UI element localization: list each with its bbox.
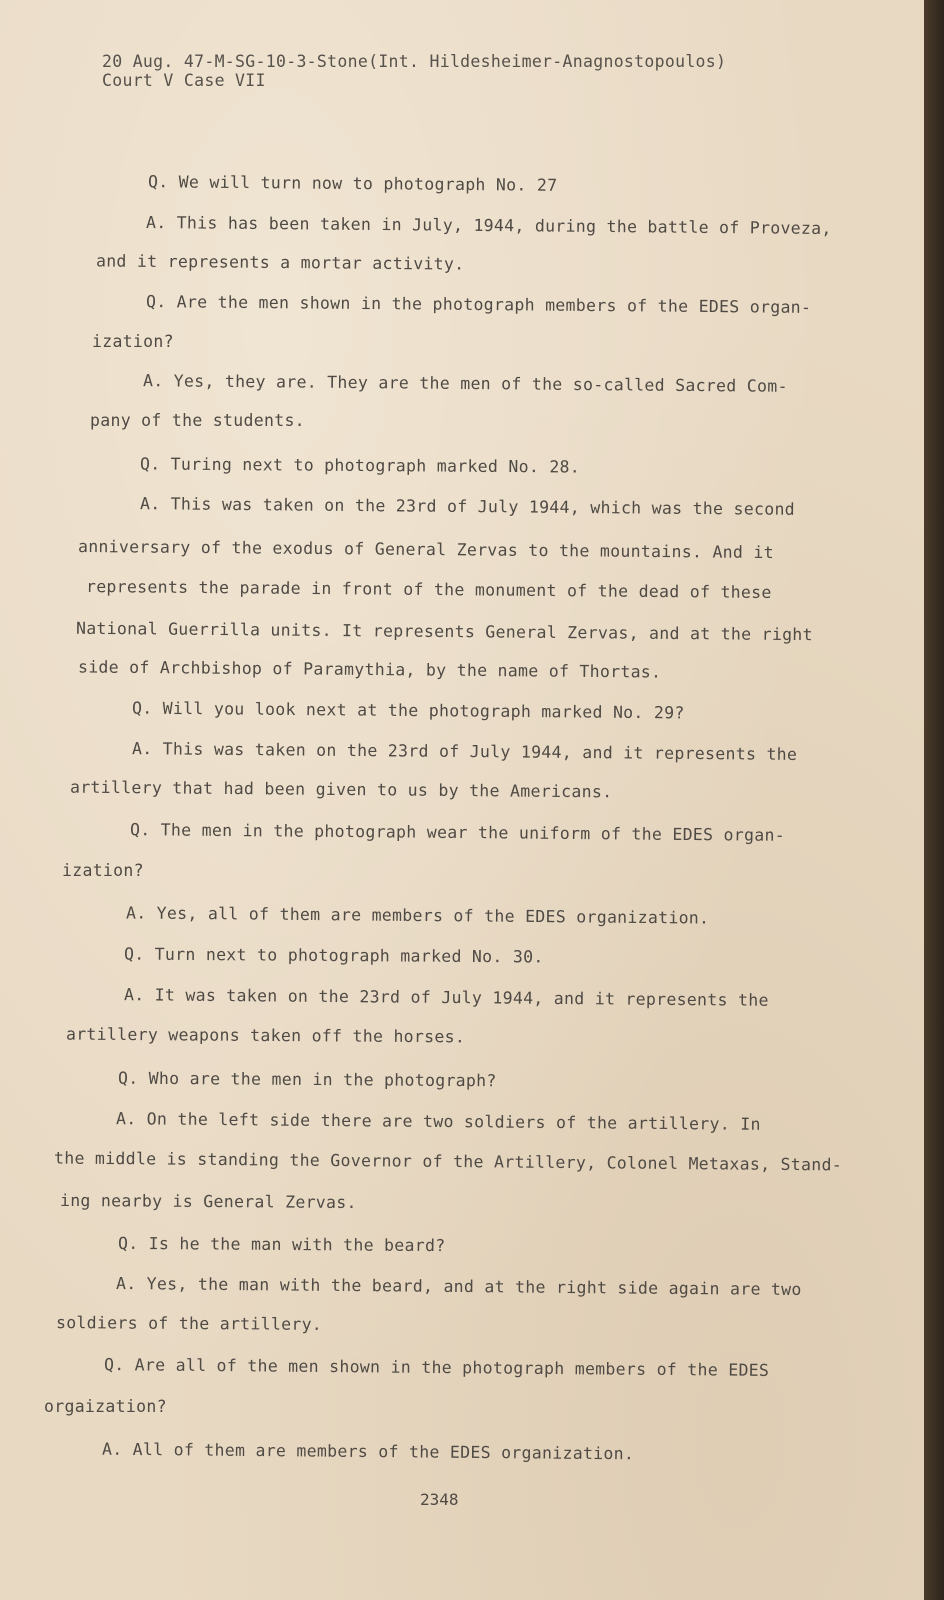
text-line: A. On the left side there are two soldiers of the artillery. In [115,1109,761,1134]
text-line: and it represents a mortar activity. [95,251,465,274]
text-line: A. It was taken on the 23rd of July 1944, and it represents the [123,985,769,1010]
text-line: Q. We will turn now to photograph No. 27 [147,172,558,195]
text-line: National Guerrilla units. It represents General Zervas, and at the right [75,618,813,645]
text-line: Q. The men in the photograph wear the uniform of the EDES organ- [129,820,786,845]
header-line-1: 20 Aug. 47-M-SG-10-3-Stone(Int. Hildesheimer-Anagnostopoulos) [102,52,727,71]
text-line: A. All of them are members of the EDES organization. [101,1439,635,1464]
text-line: Q. Turing next to photograph marked No. 28. [139,454,581,477]
text-line: A. This has been taken in July, 1944, during the battle of Proveza, [145,213,832,238]
page-number: 2348 [420,1490,459,1509]
text-line: A. This was taken on the 23rd of July 1944, and it represents the [131,739,798,764]
text-line: artillery weapons taken off the horses. [65,1024,466,1047]
text-line: A. This was taken on the 23rd of July 1944, which was the second [139,494,796,519]
text-line: Q. Will you look next at the photograph marked No. 29? [131,698,685,723]
text-line: the middle is standing the Governor of the Artillery, Colonel Metaxas, Stand- [53,1148,843,1175]
document-header [102,52,726,90]
text-line: A. Yes, they are. They are the men of the so-called Sacred Com- [142,371,788,396]
text-line: ing nearby is General Zervas. [59,1190,357,1213]
text-line: ization? [62,861,144,880]
text-line: represents the parade in front of the monument of the dead of these [85,577,772,602]
text-line: side of Archbishop of Paramythia, by the name of Thortas. [77,657,662,682]
text-line: Q. Turn next to photograph marked No. 30. [123,944,544,967]
text-line: Q. Is he the man with the beard? [117,1233,446,1256]
text-line: artillery that had been given to us by the Americans. [69,777,613,802]
text-line: Q. Are all of the men shown in the photograph members of the EDES [103,1355,770,1380]
text-line: pany of the students. [90,411,305,430]
text-line: A. Yes, the man with the beard, and at the right side again are two [115,1274,802,1299]
text-line: Q. Are the men shown in the photograph members of the EDES organ- [145,292,812,317]
header-line-2: Court V Case VII [102,71,266,90]
text-line: Q. Who are the men in the photograph? [117,1068,497,1091]
text-line: orgaization? [44,1397,167,1416]
page-edge [924,0,944,1600]
text-line: anniversary of the exodus of General Zervas to the mountains. And it [77,536,774,563]
text-line: A. Yes, all of them are members of the EDES organization. [125,903,710,928]
text-line: ization? [92,332,174,351]
text-line: soldiers of the artillery. [55,1313,323,1334]
